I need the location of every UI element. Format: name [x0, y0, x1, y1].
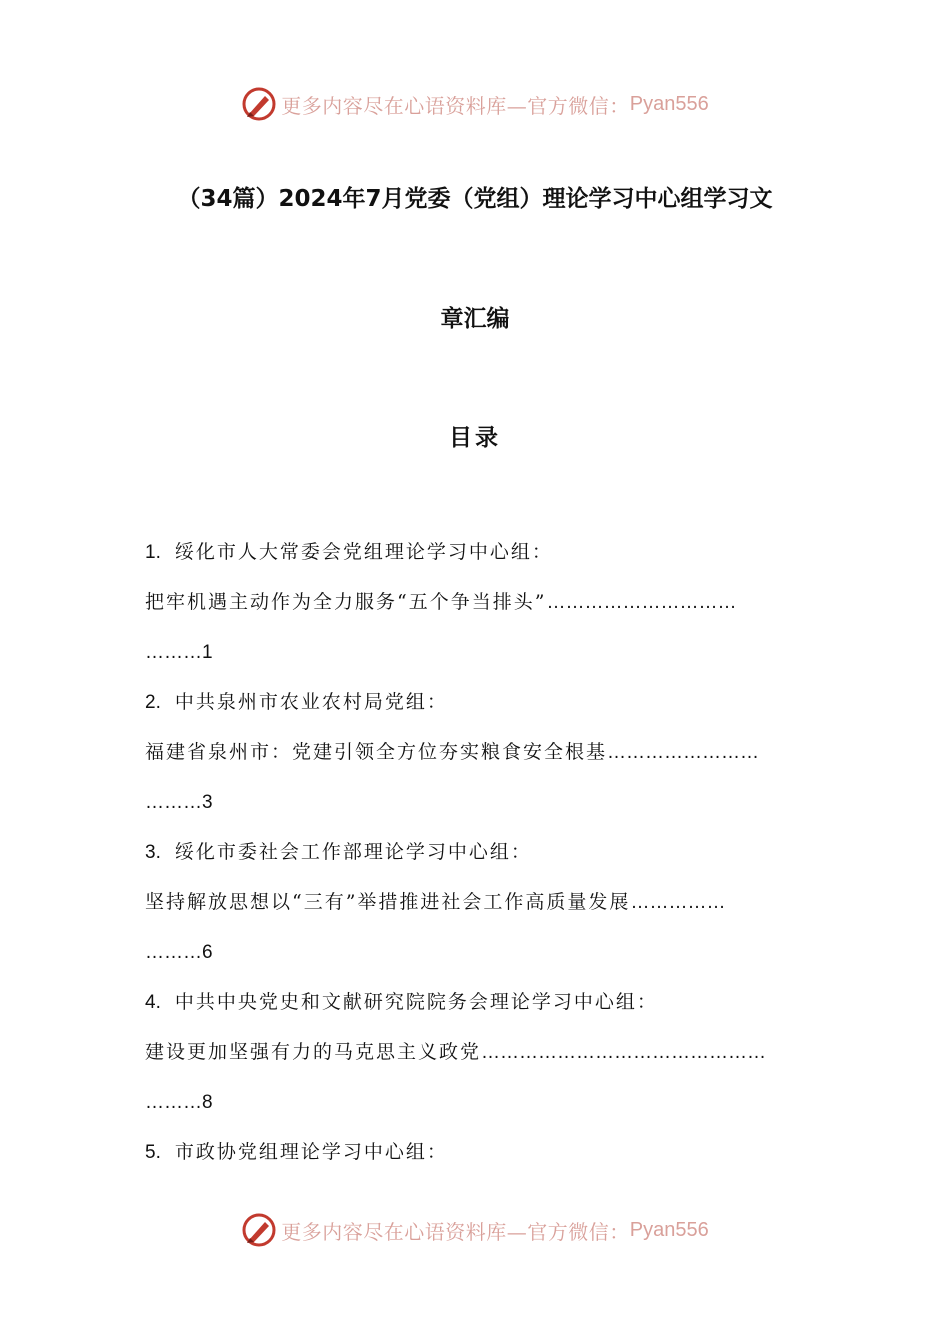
toc-item-number: 2.	[145, 692, 161, 713]
toc-leader-dots: ………	[145, 942, 202, 963]
toc-item-title-line	[145, 582, 805, 632]
watermark-text: 更多内容尽在心语资料库—官方微信：	[281, 1219, 630, 1244]
toc-item[interactable]	[145, 682, 805, 832]
toc-item-title: 建设更加坚强有力的马克思主义政党	[145, 1041, 482, 1063]
toc-heading: 目录	[449, 425, 501, 451]
toc-item-org: 中共泉州市农业农村局党组：	[174, 691, 448, 713]
toc-leader-dots: ………………………………………	[481, 1042, 767, 1063]
watermark-wechat-id: Pyan556	[629, 1218, 709, 1241]
toc-item-org-line	[145, 982, 805, 1032]
watermark-wechat-id: Pyan556	[629, 92, 709, 115]
toc-item-org-line	[145, 1132, 805, 1182]
toc-item-page-line	[145, 782, 805, 832]
toc-item-org-line	[145, 832, 805, 882]
toc-leader-dots: ………	[145, 792, 202, 813]
toc-item-org: 市政协党组理论学习中心组：	[174, 1141, 448, 1163]
toc-item-org: 中共中央党史和文献研究院院务会理论学习中心组：	[174, 991, 658, 1013]
toc-item-page-line	[145, 932, 805, 982]
toc-item-number: 4.	[145, 992, 161, 1013]
table-of-contents	[145, 532, 805, 1182]
toc-page-number: 8	[202, 1092, 213, 1113]
toc-item-page-line	[145, 1082, 805, 1132]
pen-logo-icon	[241, 1212, 277, 1248]
toc-page-number: 3	[202, 792, 213, 813]
toc-item[interactable]	[145, 832, 805, 982]
toc-item-org: 绥化市人大常委会党组理论学习中心组：	[174, 541, 553, 563]
toc-leader-dots: ……………	[630, 892, 726, 913]
toc-page-number: 1	[202, 642, 213, 663]
toc-leader-dots: ………	[145, 642, 202, 663]
toc-item-page-line	[145, 632, 805, 682]
toc-item-title: 坚持解放思想以“三有”举措推进社会工作高质量发展	[145, 891, 631, 913]
document-title-line-2: 章汇编	[440, 306, 510, 332]
toc-leader-dots: ……………………	[607, 742, 760, 763]
toc-page-number: 6	[202, 942, 213, 963]
toc-item-number: 5.	[145, 1142, 161, 1163]
toc-item-number: 3.	[145, 842, 161, 863]
toc-item-title-line	[145, 732, 805, 782]
toc-leader-dots: ………	[145, 1092, 202, 1113]
document-title-line-1: （34篇）2024年7月党委（党组）理论学习中心组学习文	[177, 186, 773, 212]
watermark-banner-top	[0, 82, 950, 126]
toc-item-title: 福建省泉州市：党建引领全方位夯实粮食安全根基	[145, 741, 608, 763]
toc-leader-dots: …………………………	[546, 592, 737, 613]
toc-item-title: 把牢机遇主动作为全力服务“五个争当排头”	[145, 591, 547, 613]
toc-item-org-line	[145, 532, 805, 582]
toc-item-org-line	[145, 682, 805, 732]
toc-item-number: 1.	[145, 542, 161, 563]
toc-item[interactable]	[145, 532, 805, 682]
toc-item[interactable]	[145, 982, 805, 1132]
toc-item-title-line	[145, 882, 805, 932]
toc-item-title-line	[145, 1032, 805, 1082]
watermark-text: 更多内容尽在心语资料库—官方微信：	[281, 93, 630, 118]
toc-item[interactable]	[145, 1132, 805, 1182]
toc-item-org: 绥化市委社会工作部理论学习中心组：	[174, 841, 532, 863]
watermark-banner-bottom	[0, 1208, 950, 1252]
pen-logo-icon	[241, 86, 277, 122]
